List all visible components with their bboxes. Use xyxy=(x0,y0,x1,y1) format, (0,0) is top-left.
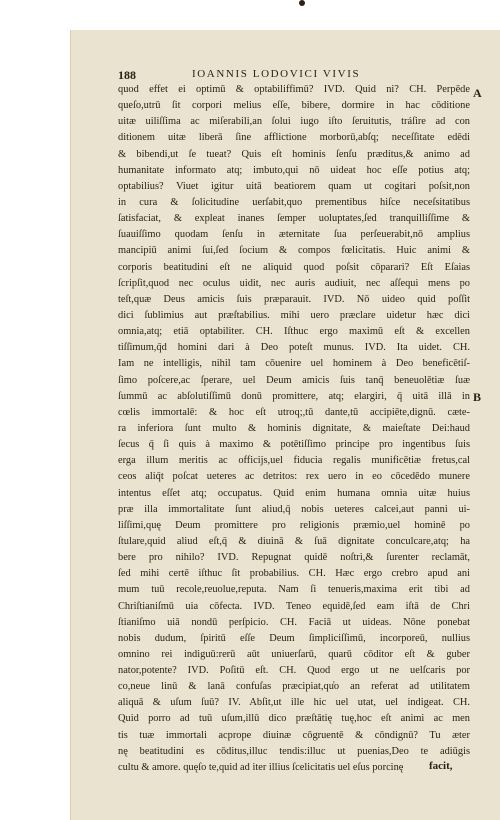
text-line: aliquā & uſum ſuū? IV. Abſit,ut ille hic uel utat, uel indigeat. CH. xyxy=(118,697,470,709)
text-line: ſatisfaciat, & expleat inanes ſemper uoluptates,ſed tranquilliſſime & xyxy=(118,213,470,225)
body-text xyxy=(118,82,470,776)
text-line: corporis beatitudini eſt ne aliquid quod poſsit cōparari? Eſt Eſaias xyxy=(118,261,470,273)
text-line: tis tuæ immortali acprope diuinæ cōgruentē & cōndignū? Tu æter xyxy=(118,729,470,741)
text-line: præ illa immortalitate ſunt aliud,q̄ nobis ueteres calcei,aut panni ui- xyxy=(118,503,470,515)
text-line: Iam ne intelligis, nihil tam cōuenire uel hominem à Deo beneficētiſ- xyxy=(118,358,470,370)
text-line: cultu & amore. quęſo te,quid ad iter illius ſcelicitatis uel eſus porcinę xyxy=(118,761,404,773)
text-line: quod effet ei optimū & optabiliffimū? IVD. Quid ni? CH. Perpēde xyxy=(118,84,470,95)
text-line: optabilius? Viuet igitur uitā beatiorem quam ut cogitari poſsit,non xyxy=(118,180,470,192)
text-line: uitæ uiliſſima ac miſerabili,an ſolui iugo iſto ſeruitutis, tráſire ad con xyxy=(118,116,470,128)
text-line: & bibendi,ut ſe tueat? Quis eſt hominis ſenſu prædítus,& animo ad xyxy=(118,148,470,160)
text-line: cœlis immortalē: & hoc eſt utroq;,tū dante,tū accipiēte,dignū. cæte- xyxy=(118,406,470,418)
margin-letter-b: B xyxy=(473,390,482,404)
text-line: ſed mihi certē iſthuc ſit probabilius. CH. Hæc ergo crebro apud ani xyxy=(118,568,470,580)
page-number: 188 xyxy=(118,68,136,82)
text-line: ditionem uitæ liberā ſine afflictione morborū,abſq; neceſſitate edēdi xyxy=(118,132,470,144)
text-line: ſimo poſcere,ac ſperare, uel Deum amicis ſuis tanq̄ beneuolētiæ ſuæ xyxy=(118,374,470,386)
text-line: ceos aliq̄t poſcat ueteres ac detritos: rex uero in eo cōcedēdo munere xyxy=(118,471,470,483)
text-line: teſt,quæ Deus amicis ſuis præparauit. IVD. Nō uideo quid poſſit xyxy=(118,293,470,305)
text-line: Quid porro ad tuū uſum,illū dico præſtātię tuę,hoc eſt animi ac men xyxy=(118,713,470,725)
text-line: omnino rei indiguū:rerū aūt uniuerſarū, quarū cōditor eſt & guber xyxy=(118,648,470,660)
text-line: erga illum meritis ac officijs,uel fiducia regalis munificētiæ fretus,cal xyxy=(118,455,470,467)
text-line: nę beatitudini es cōditus,illuc tendis:illuc ut puenias,Deo te adiūgis xyxy=(118,745,470,757)
text-line: Chriſtianiſmū uia cōfecta. IVD. Teneo equidē,ſed eam iſtā de Chri xyxy=(118,600,470,612)
text-line: ſecus q̄ ſi quis à maximo & potētiſſimo principe pro ingentibus ſuis xyxy=(118,439,470,451)
text-line: queſo,utrū ſit corpori melius eſſe, bibere, dormire in hac cōditione xyxy=(118,100,470,112)
text-line: ra inferiora ſunt multo & hominis dignitate, & maieſtate Dei:haud xyxy=(118,422,470,434)
page-header xyxy=(118,68,474,82)
text-line: bere pro nihilo? IVD. Repugnat quidē noſtri,& ſurenter reclamāt, xyxy=(118,552,470,564)
text-line: liſſimi,quę Deum promittere pro religionis præmio,uel hominē po xyxy=(118,519,470,531)
text-line: mum tuū recole,reuolue,reputa. Nam ſi tenueris,maxima erit tibi ad xyxy=(118,584,470,596)
text-line: ſtulare,quid aliud eſt,q̄ & diuinā & ſuā dignitate conculcare,atq; ha xyxy=(118,535,470,547)
text-line: ſuauiſſimo quodam ſenſu in æternitate ſua perſeuerabit,nō amplius xyxy=(118,229,470,241)
text-line: nator,potente? IVD. Poſitū eſt. CH. Quod ergo ut ne uelſcaris por xyxy=(118,665,470,677)
text-line: omnia,atq; etiā optabiliter. CH. Iſthuc ergo maximū eſt & excellen xyxy=(118,326,470,338)
text-line: ſummū ac abſolutiſſimū donū promittere, atq; elargiri, q̄ uitā illā in xyxy=(118,390,470,402)
margin-letter-a: A xyxy=(473,86,482,100)
text-line: ſcripſit,quod nec oculus uidit, nec auris audiuit, nec aſſequi mens po xyxy=(118,277,470,289)
text-line: intentus eſſet atq; occupatus. Quid enim humana omnia uitæ huius xyxy=(118,487,470,499)
text-line: nobis dudum, ſpiritū eſſe Deum ſimpliciſſimū, incorporeū, nullius xyxy=(118,632,470,644)
text-line: humanitate informato atq; imbuto,qui nō uideat hoc eſſe potius atq; xyxy=(118,164,470,176)
catchword: facit, xyxy=(429,760,453,772)
running-head: IOANNIS LODOVICI VIVIS xyxy=(192,68,361,80)
text-line: co,neue linū & lanā confuſas præcipiat,qu̾o an referat ad utilitatem xyxy=(118,681,470,693)
printers-mark xyxy=(299,0,305,6)
text-line: mancipiū animi ſui,ſed ſocium & compos fœlicitatis. Huic animi & xyxy=(118,245,470,257)
text-line: dici ſublimius aut præſtabilius. mihi uero præclare uidetur hæc dici xyxy=(118,309,470,321)
text-line: tiſſimum,q̄d homini dari à Deo poteſt munus. IVD. Ita uidet. CH. xyxy=(118,342,470,354)
text-line: in cura & ſolicitudine uerſabit,quo prementibus hiſce neceſsitatibus xyxy=(118,196,470,208)
text-line: ſtianiſmo uiā nondū perſpicio. CH. Faciā ut uideas. Nōne ponebat xyxy=(118,616,470,628)
